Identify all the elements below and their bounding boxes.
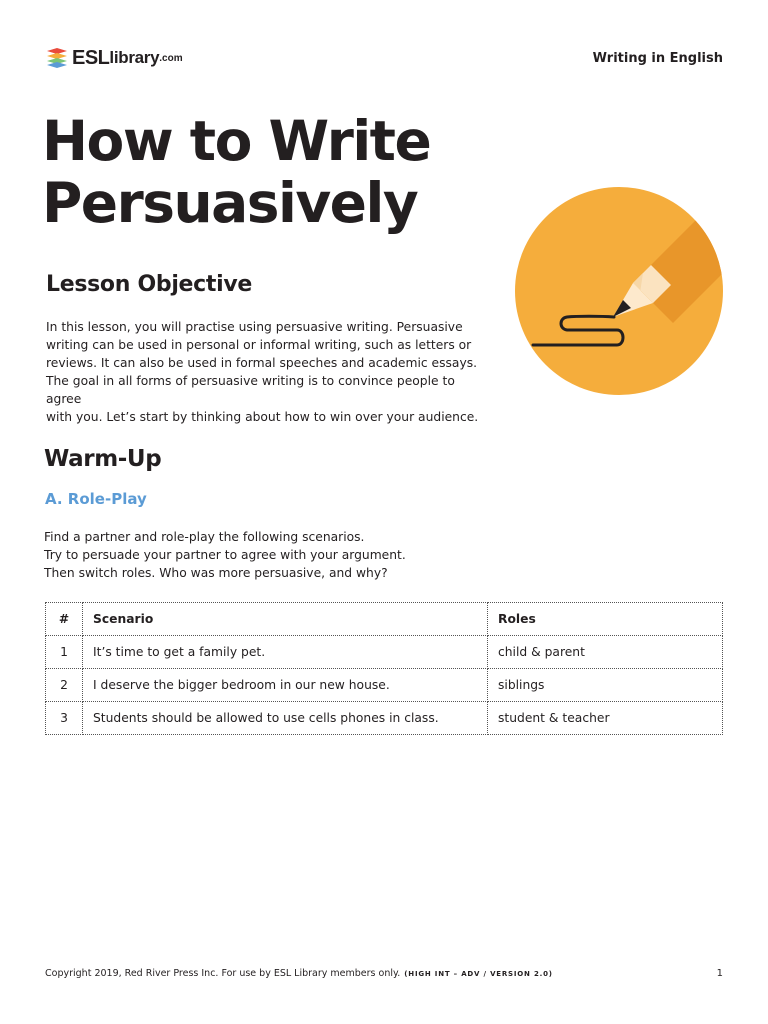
objective-line: with you. Let’s start by thinking about how to win over your audience.	[46, 410, 479, 424]
row-scenario: It’s time to get a family pet.	[83, 636, 488, 669]
page-title	[42, 110, 430, 234]
footer-copyright	[45, 968, 553, 979]
level-version-text: (HIGH INT – ADV / VERSION 2.0)	[404, 970, 553, 978]
page-number: 1	[716, 968, 723, 979]
lesson-objective-text	[46, 318, 486, 426]
page-title-line-2: Persuasively	[42, 171, 418, 235]
pencil-writing-icon	[515, 187, 723, 395]
row-scenario: I deserve the bigger bedroom in our new house.	[83, 669, 488, 702]
header-roles: Roles	[488, 603, 723, 636]
logo-com-text: .com	[159, 52, 183, 64]
header-scenario: Scenario	[83, 603, 488, 636]
table-header-row	[46, 603, 723, 636]
scenarios-table	[45, 602, 723, 735]
page-title-line-1: How to Write	[42, 109, 431, 173]
warm-up-heading: Warm-Up	[44, 446, 162, 472]
instruction-line: Then switch roles. Who was more persuasive, and why?	[44, 566, 388, 580]
logo-esl-text: ESL	[72, 46, 110, 69]
table-row	[46, 636, 723, 669]
objective-line: The goal in all forms of persuasive writing is to convince people to agree	[46, 374, 455, 406]
row-roles: siblings	[488, 669, 723, 702]
role-play-instructions	[44, 528, 464, 582]
objective-line: In this lesson, you will practise using persuasive writing. Persuasive	[46, 320, 463, 334]
row-roles: student & teacher	[488, 702, 723, 735]
role-play-subheading: A. Role-Play	[45, 490, 147, 508]
section-label: Writing in English	[592, 51, 723, 66]
row-number: 3	[46, 702, 83, 735]
table-row	[46, 669, 723, 702]
logo-stack-icon	[45, 46, 69, 70]
header-number: #	[46, 603, 83, 636]
instruction-line: Find a partner and role-play the following scenarios.	[44, 530, 365, 544]
copyright-text: Copyright 2019, Red River Press Inc. For use by ESL Library members only.	[45, 968, 401, 979]
logo-library-text: library	[109, 48, 160, 67]
lesson-objective-heading: Lesson Objective	[46, 272, 253, 297]
row-roles: child & parent	[488, 636, 723, 669]
row-number: 1	[46, 636, 83, 669]
row-number: 2	[46, 669, 83, 702]
esl-library-logo[interactable]	[45, 44, 183, 72]
instruction-line: Try to persuade your partner to agree with your argument.	[44, 548, 406, 562]
objective-line: reviews. It can also be used in formal speeches and academic essays.	[46, 356, 478, 370]
row-scenario: Students should be allowed to use cells phones in class.	[83, 702, 488, 735]
objective-line: writing can be used in personal or informal writing, such as letters or	[46, 338, 472, 352]
table-row	[46, 702, 723, 735]
